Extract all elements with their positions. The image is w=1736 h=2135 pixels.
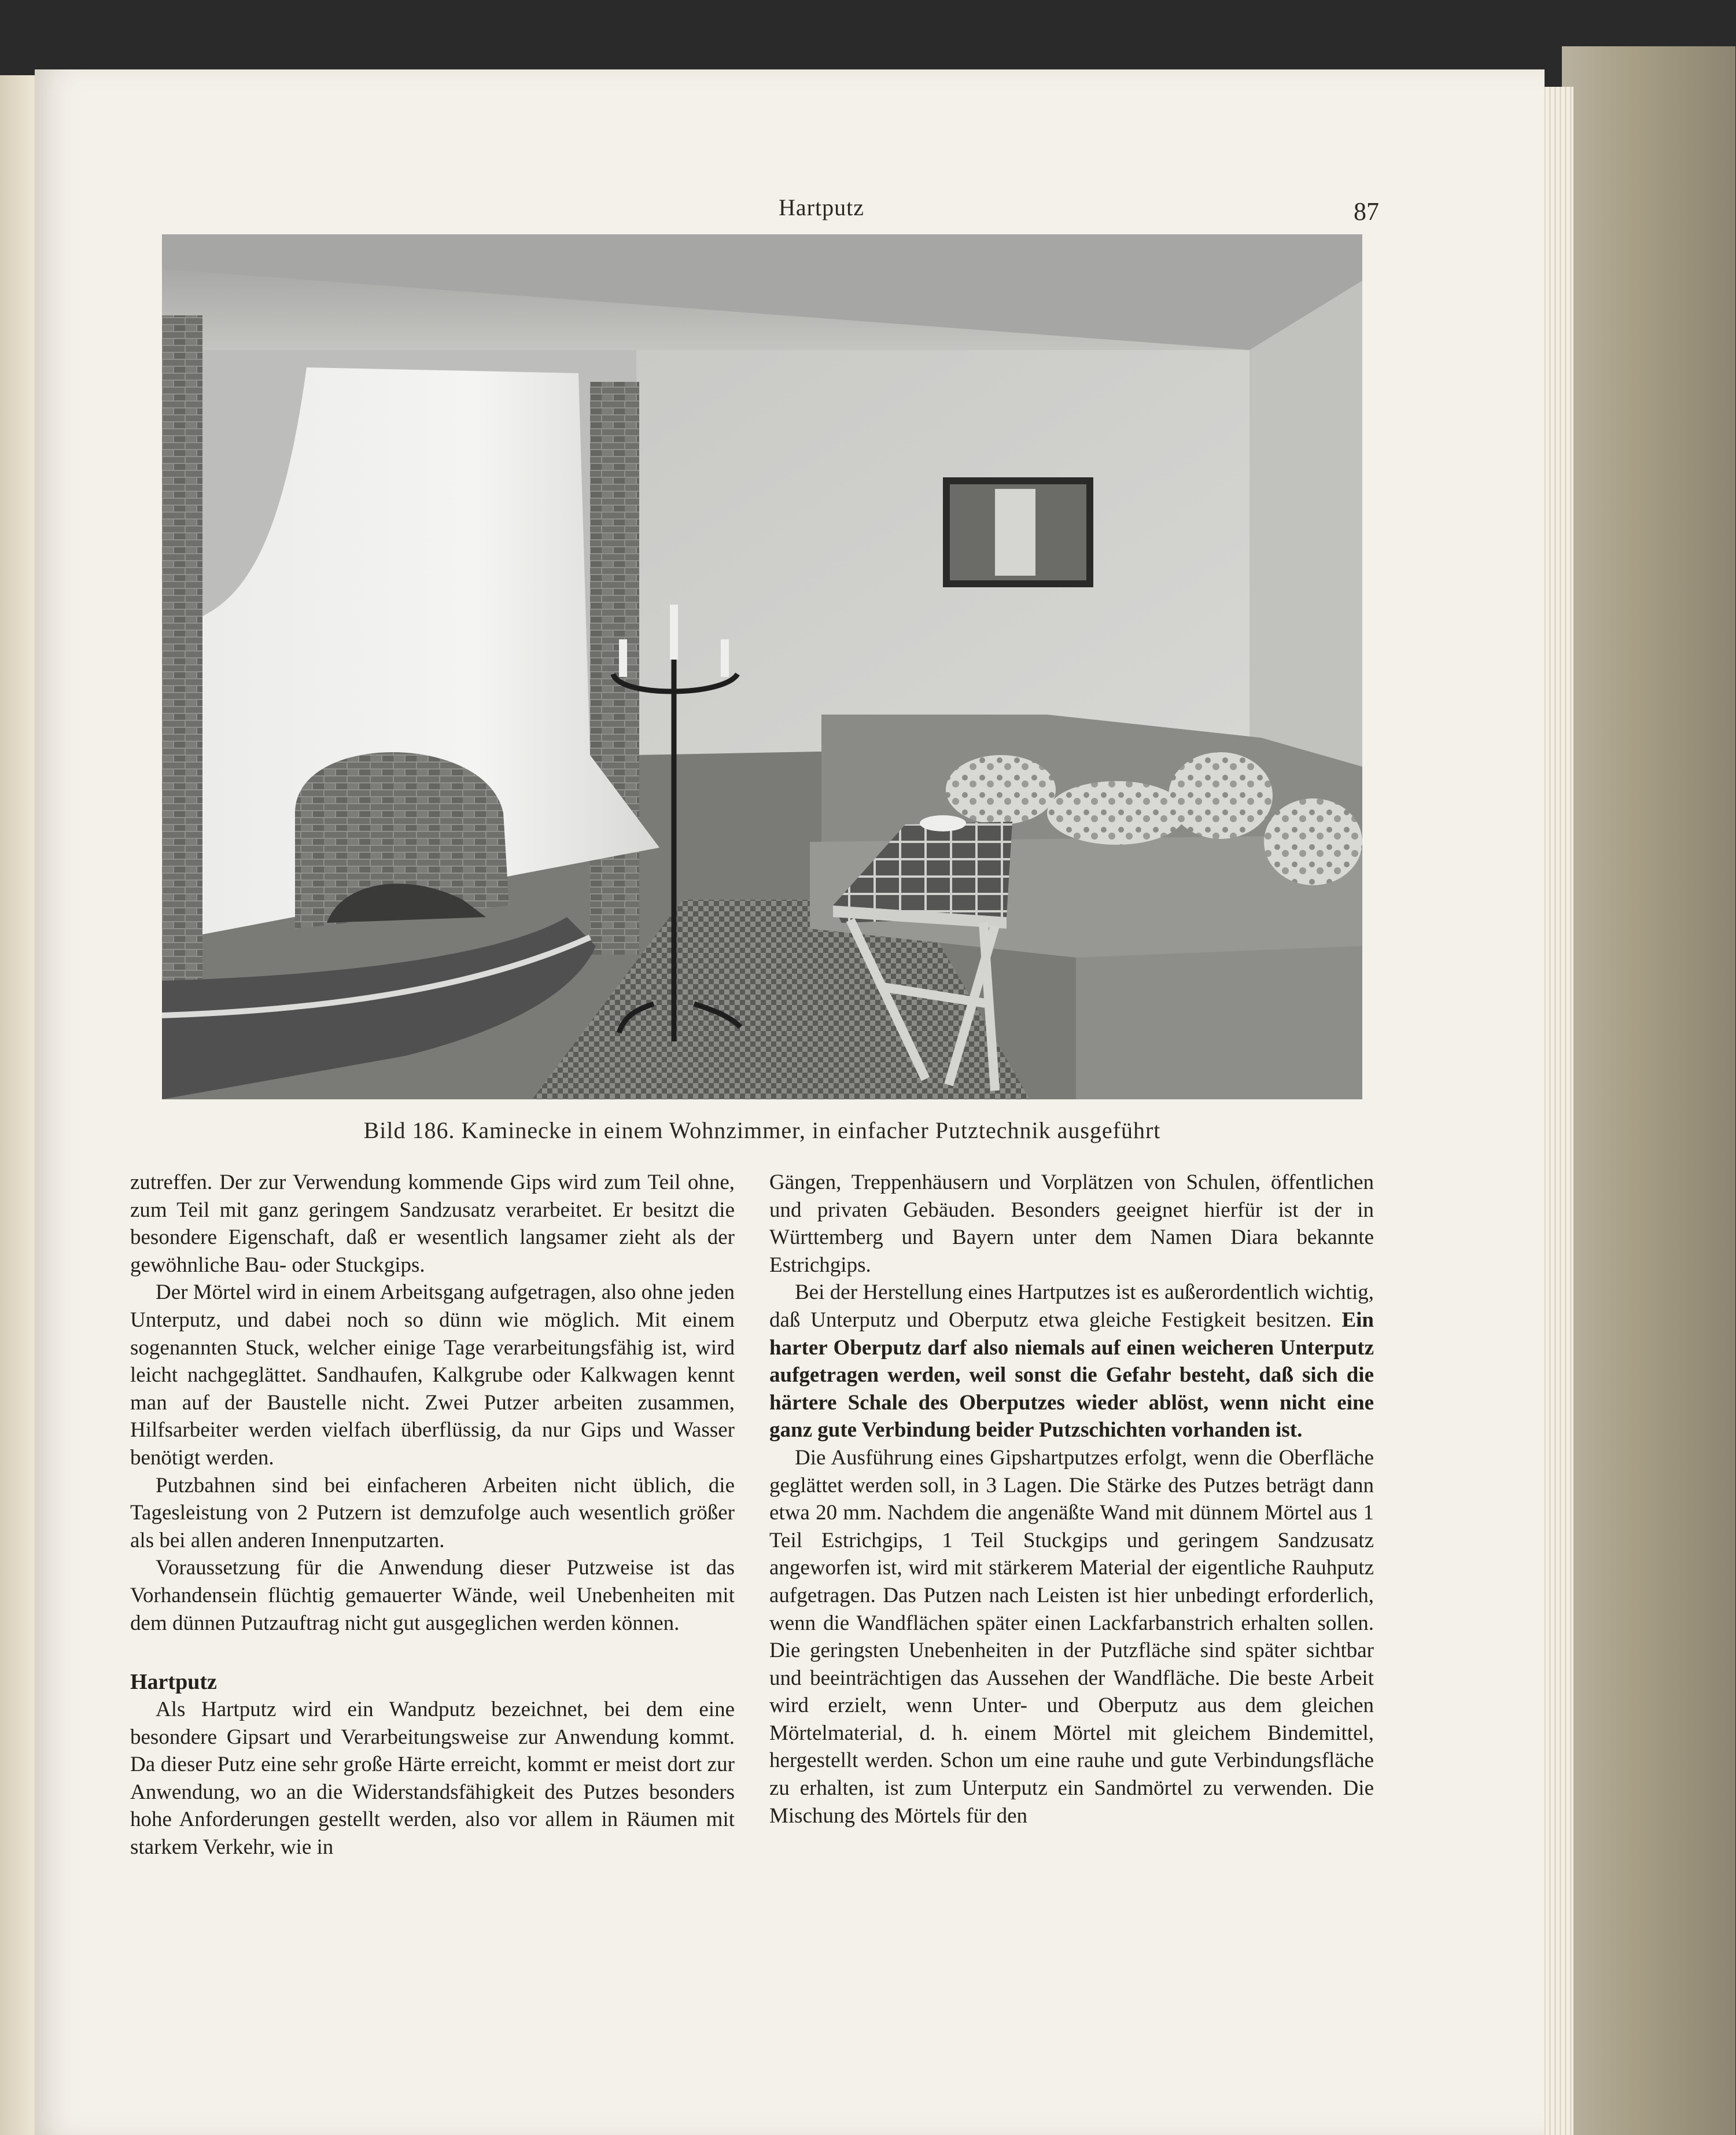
- right-text-column: [769, 1169, 1374, 1830]
- right-paragraph-2-emphasis: Ein harter Oberputz darf also niemals auf einen weicheren Unterputz aufgetragen werden, weil sonst die Gefahr besteht, daß sich die härtere Schale des Oberputzes wieder ablöst, wenn nicht eine ganz gute Verbindung beider Putzschichten vorhanden ist.: [769, 1308, 1374, 1442]
- page-number: 87: [1354, 197, 1379, 226]
- running-title: Hartputz: [779, 194, 864, 220]
- section-heading: Hartputz: [130, 1670, 217, 1695]
- right-paragraph-1: Gängen, Treppenhäusern und Vorplätzen von Schulen, öffentlichen und privaten Gebäuden. Besonders geeignet hierfür ist der in Württemberg und Bayern unter dem Namen Diara bekannte Estrichgips.: [769, 1170, 1374, 1277]
- left-paragraph-4: Voraussetzung für die Anwendung dieser Putzweise ist das Vorhandensein flüchtig gemauerter Wände, weil Unebenheiten mit dem dünnen Putzauftrag nicht gut ausgeglichen werden können.: [130, 1556, 735, 1635]
- left-paragraph-3: Putzbahnen sind bei einfacheren Arbeiten nicht üblich, die Tagesleistung von 2 Putzern ist demzufolge auch wesentlich größer als bei allen anderen Innenputzarten.: [130, 1473, 735, 1552]
- right-paragraph-3: Die Ausführung eines Gipshartputzes erfolgt, wenn die Oberfläche geglättet werden soll, in 3 Lagen. Die Stärke des Putzes beträgt dann etwa 20 mm. Nachdem die angenäßte Wand mit dünnem Mörtel aus 1 Teil Estrichgips, 1 Teil Stuckgips und geringem Sandzusatz angeworfen ist, wird mit stärkerem Material der eigentliche Rauhputz aufgetragen. Das Putzen nach Leisten ist hier unbedingt erforderlich, wenn die Wandflächen später einen Lackfarbanstrich erhalten sollen. Die geringsten Unebenheiten in der Putzfläche sind später sichtbar und beeinträchtigen das Aussehen der Wandfläche. Die beste Arbeit wird erzielt, wenn Unter- und Oberputz aus dem gleichen Mörtelmaterial, d. h. einem Mörtel mit gleichem Bindemittel, hergestellt werden. Schon um eine rauhe und gute Verbindungsfläche zu erhalten, ist zum Unterputz ein Sandmörtel zu verwenden. Die Mischung des Mörtels für den: [769, 1445, 1374, 1828]
- fireplace-photo: [162, 234, 1362, 1099]
- left-text-column: [130, 1169, 735, 1861]
- book-cover-edge: [1562, 46, 1735, 2135]
- left-paragraph-2: Der Mörtel wird in einem Arbeitsgang aufgetragen, also ohne jeden Unterputz, und dabei noch so dünn wie möglich. Mit einem sogenannten Stuck, welcher einige Tage verarbeitungsfähig ist, wird leicht nachgeglättet. Sandhaufen, Kalkgrube oder Kalkwagen kennt man auf der Baustelle nicht. Zwei Putzer arbeiten zusammen, Hilfsarbeiter werden vielfach überflüssig, da nur Gips und Wasser benötigt werden.: [130, 1280, 735, 1470]
- left-paragraph-5: Als Hartputz wird ein Wandputz bezeichnet, bei dem eine besondere Gipsart und Verarbeitungsweise zur Anwendung kommt. Da dieser Putz eine sehr große Härte erreicht, kommt er meist dort zur Anwendung, wo an die Widerstandsfähigkeit des Putzes besonders hohe Anforderungen gestellt werden, also vor allem in Räumen mit starkem Verkehr, wie in: [130, 1698, 735, 1860]
- right-paragraph-2-plain: Bei der Herstellung eines Hartputzes ist es außerordentlich wichtig, daß Unterputz und Oberputz etwa gleiche Festigkeit besitzen.: [769, 1280, 1374, 1332]
- figure-caption: Bild 186. Kaminecke in einem Wohnzimmer, in einfacher Putztechnik ausgeführt: [363, 1117, 1161, 1143]
- left-paragraph-1: zutreffen. Der zur Verwendung kommende Gips wird zum Teil ohne, zum Teil mit ganz geringem Sandzusatz verarbeitet. Er besitzt die besondere Eigenschaft, daß er wesentlich langsamer zieht als der gewöhnliche Bau- oder Stuckgips.: [130, 1170, 735, 1277]
- fireplace-photo-illustration: [162, 234, 1362, 1099]
- right-paragraph-2: [769, 1279, 1374, 1444]
